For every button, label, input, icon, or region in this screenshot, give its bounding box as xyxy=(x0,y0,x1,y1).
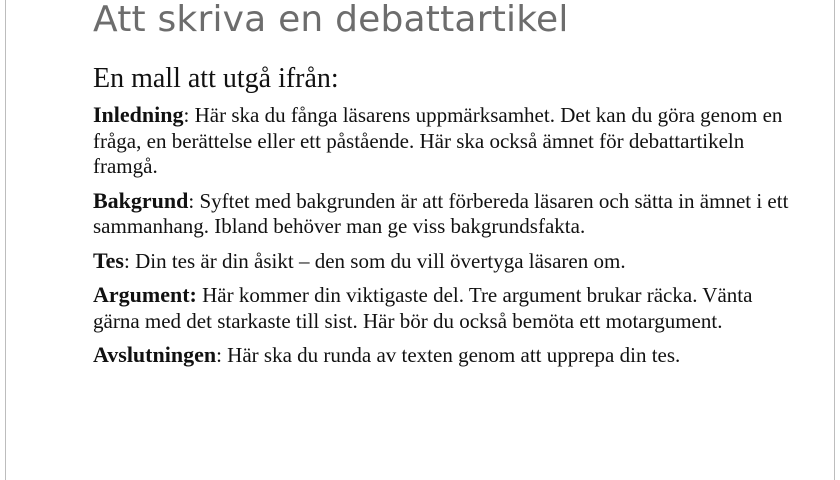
slide-title: Att skriva en debattartikel xyxy=(93,0,569,40)
slide-body xyxy=(93,62,793,377)
slide-right-border xyxy=(834,0,835,480)
slide-left-border xyxy=(5,0,6,480)
section-term: Argument: xyxy=(93,282,197,307)
section-bakgrund xyxy=(93,188,793,240)
slide-subtitle: En mall att utgå ifrån: xyxy=(93,63,339,94)
section-text: Här ska du fånga läsarens uppmärksamhet. Det kan du göra genom en fråga, en berättelse eller ett påstående. Här ska också ämnet för debattartikeln framgå. xyxy=(93,103,783,178)
section-inledning xyxy=(93,102,793,180)
section-separator: : xyxy=(183,103,190,127)
section-term: Inledning xyxy=(93,102,184,127)
section-text: Syftet med bakgrunden är att förbereda läsaren och sätta in ämnet i ett sammanhang. Ibland behöver man ge viss bakgrundsfakta. xyxy=(93,188,789,238)
section-tes xyxy=(93,248,793,275)
section-term: Tes xyxy=(93,247,124,273)
section-avslutningen xyxy=(93,342,793,369)
section-separator: : xyxy=(216,343,222,367)
section-term: Bakgrund xyxy=(93,187,189,213)
section-text: Här ska du runda av texten genom att upprepa din tes. xyxy=(221,343,681,367)
section-text: Din tes är din åsikt – den som du vill övertyga läsaren om. xyxy=(129,248,626,273)
section-text: Här kommer din viktigaste del. Tre argument brukar räcka. Vänta gärna med det starkaste till sist. Här bör du också bemöta ett motargument. xyxy=(93,283,753,333)
section-separator: : xyxy=(188,188,195,213)
section-argument xyxy=(93,282,793,334)
section-term: Avslutningen xyxy=(93,342,217,367)
section-separator: : xyxy=(123,248,130,273)
